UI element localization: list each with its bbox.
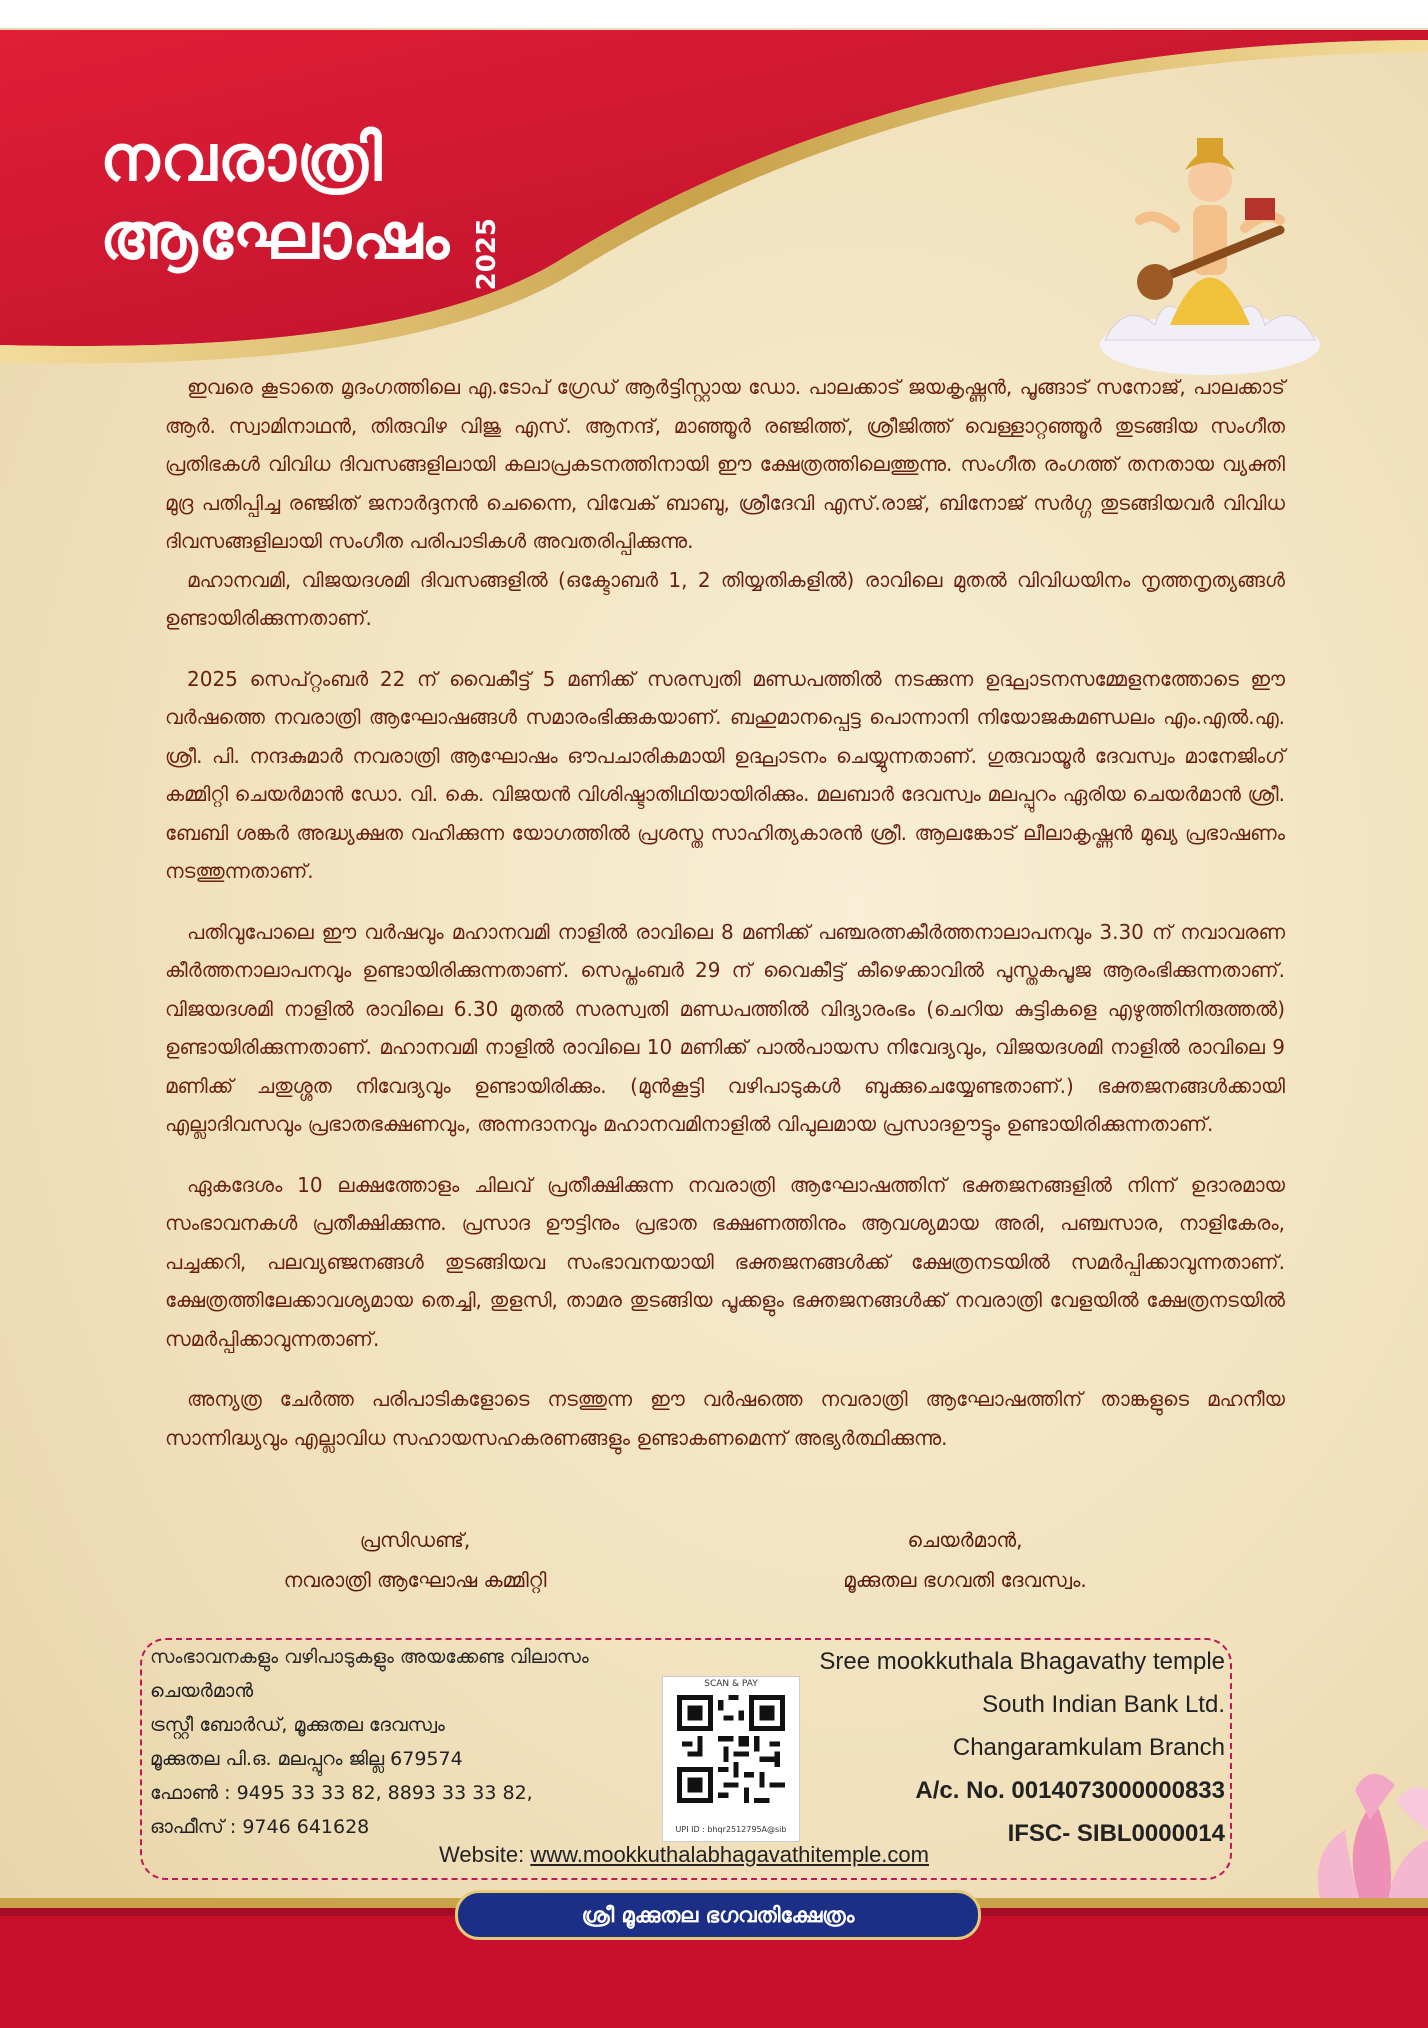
qr-scan-label: SCAN & PAY [704,1679,758,1689]
bank-ifsc: IFSC- SIBL0000014 [1007,1820,1225,1847]
paragraph-6: അന്യത്ര ചേർത്ത പരിപാടികളോടെ നടത്തുന്ന ഈ വർഷത്തെ നവരാത്രി ആഘോഷത്തിന് താങ്കളുടെ മഹനീയ സാന്നിദ്ധ്യവും എല്ലാവിധ സഹായസഹകരണങ്ങളും ഉണ്ടാകണമെന്ന് അഭ്യർത്ഥിക്കുന്നു. [165,1387,1285,1450]
website-link[interactable]: www.mookkuthalabhagavathitemple.com [530,1842,929,1867]
bank-account-name: Sree mookkuthala Bhagavathy temple [819,1648,1225,1675]
signature-chairman [785,1520,1145,1600]
address-phone: ഫോൺ : 9495 33 33 82, 8893 33 33 82, [150,1782,533,1804]
paragraph-1: ഇവരെ കൂടാതെ മൃദംഗത്തിലെ എ.ടോപ് ഗ്രേഡ് ആർട്ടിസ്റ്റായ ഡോ. പാലക്കാട് ജയകൃഷ്ണൻ, പൂങ്ങാട് സനോജ്, പാലക്കാട് ആർ. സ്വാമിനാഥൻ, തിരുവിഴ വിജു എസ്. ആനന്ദ്, മാഞ്ഞൂർ രഞ്ജിത്ത്, ശ്രീജിത്ത് വെള്ളാറ്റഞ്ഞൂർ തുടങ്ങിയ സംഗീത പ്രതിഭകൾ വിവിധ ദിവസങ്ങളിലായി കലാപ്രകടനത്തിനായി ഈ ക്ഷേത്രത്തിലെത്തുന്നു. സംഗീത രംഗത്ത് തനതായ വ്യക്തി മുദ്ര പതിപ്പിച്ച രഞ്ജിത് ജനാർദ്ദനൻ ചെന്നൈ, വിവേക് ബാബു, ശ്രീദേവി എസ്.രാജ്, ബിനോജ് സർഗ്ഗ തുടങ്ങിയവർ വിവിധ ദിവസങ്ങളിലായി സംഗീത പരിപാടികൾ അവതരിപ്പിക്കുന്നു. [165,375,1285,553]
bank-account-number: A/c. No. 0014073000000833 [915,1777,1225,1804]
paragraph-5: ഏകദേശം 10 ലക്ഷത്തോളം ചിലവ് പ്രതീക്ഷിക്കുന്ന നവരാത്രി ആഘോഷത്തിന് ഭക്തജനങ്ങളിൽ നിന്ന് ഉദാരമായ സംഭാവനകൾ പ്രതീക്ഷിക്കുന്നു. പ്രസാദ ഊട്ടിനും പ്രഭാത ഭക്ഷണത്തിനും ആവശ്യമായ അരി, പഞ്ചസാര, നാളികേരം, പച്ചക്കറി, പലവ്യഞ്ജനങ്ങൾ തുടങ്ങിയവ സംഭാവനയായി ഭക്തജനങ്ങൾക്ക് ക്ഷേത്രനടയിൽ സമർപ്പിക്കാവുന്നതാണ്. ക്ഷേത്രത്തിലേക്കാവശ്യമായ തെച്ചി, തുളസി, താമര തുടങ്ങിയ പൂക്കളും ഭക്തജനങ്ങൾക്ക് നവരാത്രി വേളയിൽ ക്ഷേത്രനടയിൽ സമർപ്പിക്കാവുന്നതാണ്. [165,1172,1285,1351]
signature-president [235,1520,595,1600]
address-office-phone: ഓഫീസ് : 9746 641628 [150,1816,370,1838]
postal-address [150,1640,630,1844]
address-line-3: മൂക്കുതല പി.ഒ. മലപ്പുറം ജില്ല 679574 [150,1748,463,1770]
bank-name: South Indian Bank Ltd. [982,1691,1225,1718]
website-line [140,1842,1228,1868]
saraswati-icon [1085,110,1335,380]
festival-title [100,120,502,291]
address-line-1: ചെയർമാൻ [150,1680,254,1702]
signature-chairman-org: മൂക്കുതല ഭഗവതി ദേവസ്വം. [843,1568,1087,1592]
address-heading: സംഭാവനകളും വഴിപാടുകളും അയക്കേണ്ട വിലാസം [150,1646,589,1668]
signature-president-title: പ്രസിഡണ്ട്, [359,1528,471,1552]
bank-branch: Changaramkulam Branch [952,1734,1225,1761]
letter-body [165,368,1285,1457]
paragraph-4: പതിവുപോലെ ഈ വർഷവും മഹാനവമി നാളിൽ രാവിലെ 8 മണിക്ക് പഞ്ചരത്നകീർത്തനാലാപനവും 3.30 ന് നവാവരണ കീർത്തനാലാപനവും ഉണ്ടായിരിക്കുന്നതാണ്. സെപ്തംബർ 29 ന് വൈകീട്ട് കീഴെക്കാവിൽ പുസ്തകപൂജ ആരംഭിക്കുന്നതാണ്. വിജയദശമി നാളിൽ രാവിലെ 6.30 മുതൽ സരസ്വതി മണ്ഡപത്തിൽ വിദ്യാരംഭം (ചെറിയ കുട്ടികളെ എഴുത്തിനിരുത്തൽ) ഉണ്ടായിരിക്കുന്നതാണ്. മഹാനവമി നാളിൽ രാവിലെ 10 മണിക്ക് പാൽപായസ നിവേദ്യവും, വിജയദശമി നാളിൽ രാവിലെ 9 മണിക്ക് ചതുശ്ശത നിവേദ്യവും ഉണ്ടായിരിക്കും. (മുൻകൂട്ടി വഴിപാടുകൾ ബുക്കുചെയ്യേണ്ടതാണ്.) ഭക്തജനങ്ങൾക്കായി എല്ലാദിവസവും പ്രഭാതഭക്ഷണവും, അന്നദാനവും മഹാനവമിനാളിൽ വിപുലമായ പ്രസാദഊട്ടും ഉണ്ടായിരിക്കുന്നതാണ്. [165,919,1285,1136]
title-line-1: നവരാത്രി [100,122,383,196]
qr-upi-id: UPI ID : bhqr2512795A@sib [675,1825,787,1834]
title-year: 2025 [472,218,502,291]
website-label: Website: [439,1842,531,1867]
paragraph-3: 2025 സെപ്റ്റംബർ 22 ന് വൈകീട്ട് 5 മണിക്ക് സരസ്വതി മണ്ഡപത്തിൽ നടക്കുന്ന ഉദ്ഘാടനസമ്മേളനത്തോടെ ഈ വർഷത്തെ നവരാത്രി ആഘോഷങ്ങൾ സമാരംഭിക്കുകയാണ്. ബഹുമാനപ്പെട്ട പൊന്നാനി നിയോജകമണ്ഡലം എം.എൽ.എ. ശ്രീ. പി. നന്ദകുമാർ നവരാത്രി ആഘോഷം ഔപചാരികമായി ഉദ്ഘാടനം ചെയ്യുന്നതാണ്. ഗുരുവായൂർ ദേവസ്വം മാനേജിംഗ് കമ്മിറ്റി ചെയർമാൻ ഡോ. വി. കെ. വിജയൻ വിശിഷ്ടാതിഥിയായിരിക്കും. മലബാർ ദേവസ്വം മലപ്പുറം ഏരിയ ചെയർമാൻ ശ്രീ. ബേബി ശങ്കർ അദ്ധ്യക്ഷത വഹിക്കുന്ന യോഗത്തിൽ പ്രശസ്ത സാഹിത്യകാരൻ ശ്രീ. ആലങ്കോട് ലീലാകൃഷ്ണൻ മുഖ്യ പ്രഭാഷണം നടത്തുന്നതാണ്. [165,666,1285,883]
signature-president-org: നവരാത്രി ആഘോഷ കമ്മിറ്റി [283,1568,547,1592]
address-line-2: ട്രസ്റ്റീ ബോർഡ്, മൂക്കുതല ദേവസ്വം [150,1714,445,1736]
signature-chairman-title: ചെയർമാൻ, [907,1528,1023,1552]
paragraph-2: മഹാനവമി, വിജയദശമി ദിവസങ്ങളിൽ (ഒക്ടോബർ 1, 2 തിയ്യതികളിൽ) രാവിലെ മുതൽ വിവിധയിനം നൃത്തനൃത്യങ്ങൾ ഉണ്ടായിരിക്കുന്നതാണ്. [165,567,1285,630]
qr-code-icon [677,1695,785,1803]
title-line-2: ആഘോഷം [100,200,451,274]
temple-name-badge: ശ്രീ മൂക്കുതല ഭഗവതിക്ഷേത്രം [455,1890,981,1940]
signatures [165,1520,1285,1610]
lotus-icon [1300,1760,1428,1910]
bank-details [780,1640,1225,1855]
